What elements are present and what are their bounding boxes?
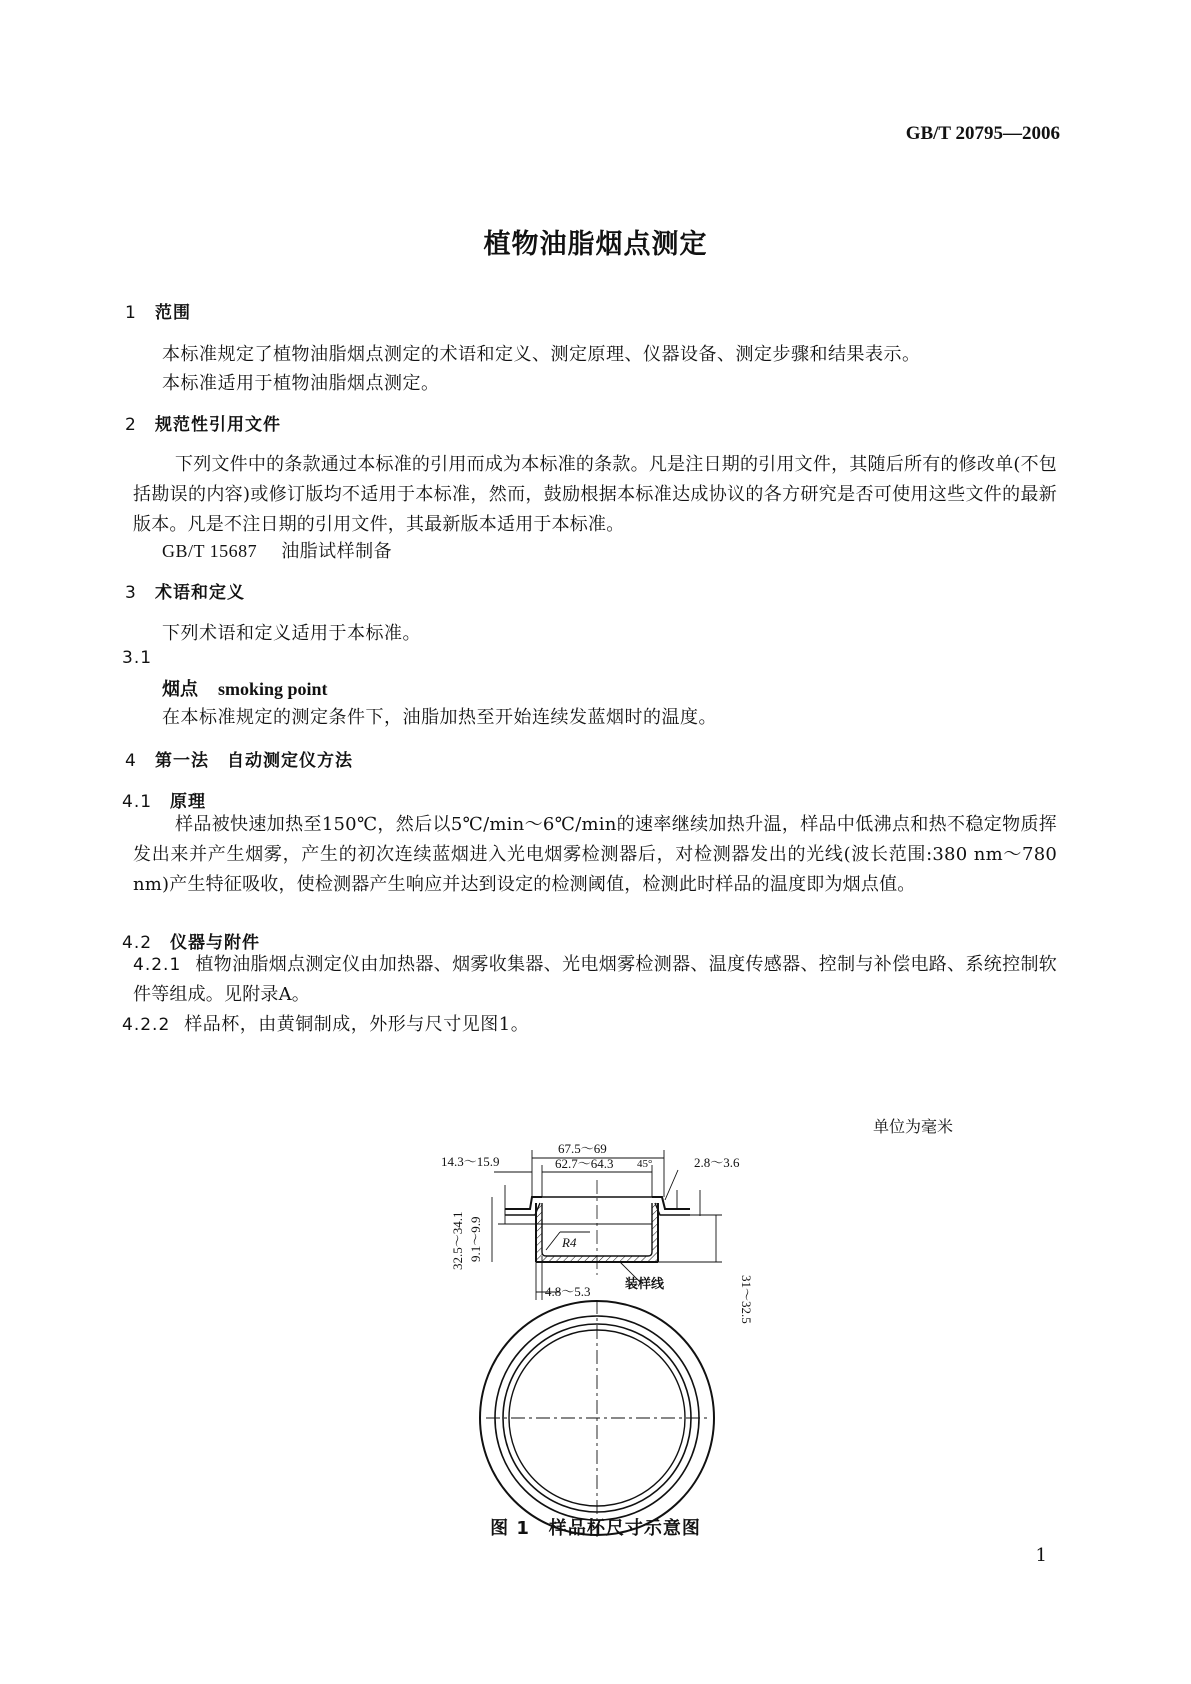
clause-number: 4.2.2 (122, 1015, 171, 1035)
dim-rim-thickness: 2.8～3.6 (694, 1155, 740, 1170)
fill-line-label: 装样线 (625, 1276, 665, 1291)
unit-note: 单位为毫米 (872, 1117, 953, 1136)
section-title: 术语和定义 (155, 583, 245, 603)
figure-caption: 图 1 样品杯尺寸示意图 (490, 1518, 701, 1539)
term-chinese: 烟点 (162, 679, 198, 700)
cup-cross-section (505, 1197, 690, 1262)
reference-code: GB/T 15687 (162, 541, 258, 561)
section-number: 3 (125, 583, 137, 603)
section-number: 1 (125, 303, 137, 323)
term-definition: 在本标准规定的测定条件下，油脂加热至开始连续发蓝烟时的温度。 (162, 707, 717, 728)
section-3-paragraph: 下列术语和定义适用于本标准。 (162, 623, 421, 644)
dim-inner-height: 31～32.5 (739, 1275, 754, 1324)
dim-flange-width: 14.3～15.9 (441, 1154, 500, 1169)
section-2-paragraph: 下列文件中的条款通过本标准的引用而成为本标准的条款。凡是注日期的引用文件，其随后所有的修改单(不包括勘误的内容)或修订版均不适用于本标准，然而，鼓励根据本标准达成协议的各方研究是否可使用这些文件的最新版本。凡是不注日期的引用文件，其最新版本适用于本标准。 (133, 454, 1057, 535)
section-1-paragraph-2: 本标准适用于植物油脂烟点测定。 (162, 373, 440, 394)
document-title: 植物油脂烟点测定 (483, 229, 708, 260)
section-number: 2 (125, 415, 137, 435)
clause-number: 4.2 (122, 933, 153, 953)
clause-title: 仪器与附件 (170, 933, 260, 953)
clause-number: 4.1 (122, 792, 153, 812)
term-english: smoking point (218, 679, 328, 699)
principle-paragraph: 样品被快速加热至150℃，然后以5℃/min～6℃/min的速率继续加热升温，样品中低沸点和热不稳定物质挥发出来并产生烟雾，产生的初次连续蓝烟进入光电烟雾检测器后，对检测器发出的光线(波长范围:380 nm～780 nm)产生特征吸收，使检测器产生响应并达到设定的检测阈值，检测此时样品的温度即为烟点值。 (133, 814, 1057, 895)
section-title: 范围 (155, 303, 191, 323)
reference-title: 油脂试样制备 (281, 541, 393, 562)
dim-total-height: 32.5～34.1 (450, 1211, 465, 1270)
page-number: 1 (1035, 1545, 1047, 1566)
dim-radius: R4 (562, 1235, 577, 1250)
clause-number: 4.2.1 (133, 955, 182, 975)
section-title: 第一法 自动测定仪方法 (155, 751, 353, 771)
clause-text: 样品杯，由黄铜制成，外形与尺寸见图1。 (184, 1014, 530, 1035)
clause-3-1-number: 3.1 (122, 648, 153, 668)
dim-fill-depth: 9.1～9.9 (468, 1216, 483, 1262)
dim-inner-width: 62.7～64.3 (555, 1156, 614, 1171)
section-title: 规范性引用文件 (155, 415, 281, 435)
section-1-paragraph-1: 本标准规定了植物油脂烟点测定的术语和定义、测定原理、仪器设备、测定步骤和结果表示。 (162, 344, 921, 365)
standard-code: GB/T 20795—2006 (905, 123, 1060, 144)
dim-angle: 45° (637, 1158, 653, 1170)
section-number: 4 (125, 751, 137, 771)
dim-base-offset: 4.8～5.3 (545, 1284, 591, 1299)
clause-title: 原理 (170, 792, 206, 812)
cup-plan-view (480, 1300, 714, 1537)
dim-outer-width: 67.5～69 (558, 1141, 607, 1156)
clause-text: 植物油脂烟点测定仪由加热器、烟雾收集器、光电烟雾检测器、温度传感器、控制与补偿电路、系统控制软件等组成。见附录A。 (133, 954, 1057, 1005)
